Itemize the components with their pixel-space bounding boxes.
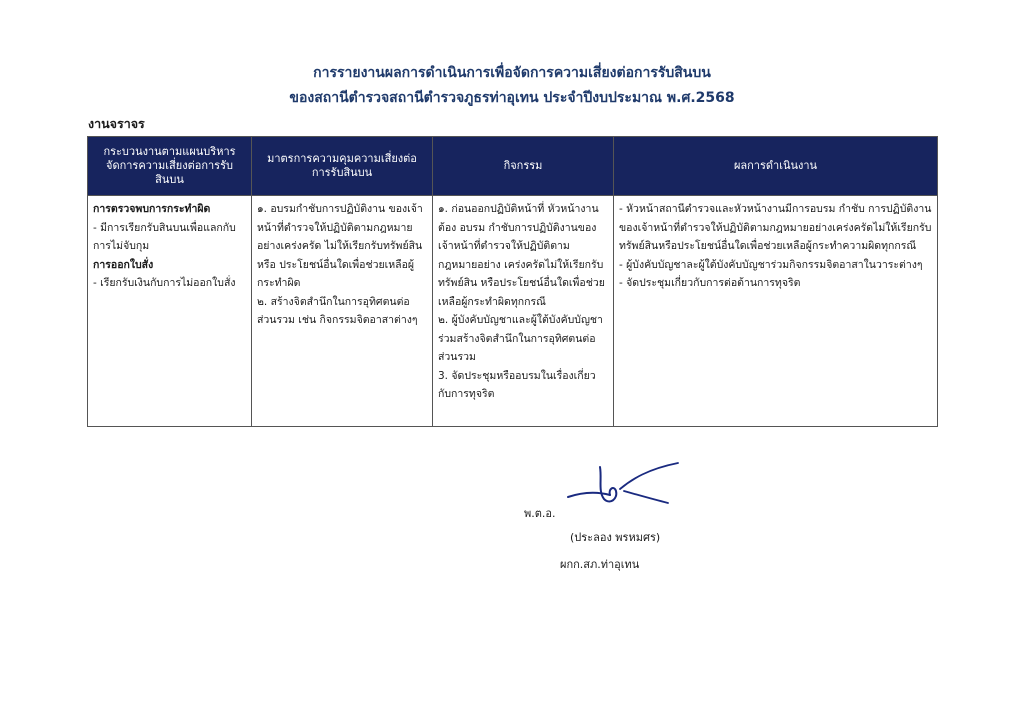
- column-header-results: ผลการดำเนินงาน: [614, 137, 938, 196]
- activity-item: ๑. ก่อนออกปฏิบัติหน้าที่ หัวหน้างานต้อง อบรม กำชับการปฏิบัติงานของเจ้าหน้าที่ตำรวจให้ปฏิบัติตามกฎหมายอย่าง เคร่งครัดไม่ให้เรียกรับทรัพย์สิน หรือประโยชน์อื่นใดเพื่อช่วยเหลือผู้กระทำผิดทุกกรณี: [438, 203, 605, 308]
- column-header-process: กระบวนงานตามแผนบริหารจัดการความเสี่ยงต่อการรับสินบน: [88, 137, 252, 196]
- table-header-row: [88, 137, 938, 196]
- report-title-line1: การรายงานผลการดำเนินการเพื่อจัดการความเสี่ยงต่อการรับสินบน: [313, 65, 711, 81]
- cell-measures: [252, 196, 433, 427]
- section-label: งานจราจร: [88, 116, 145, 131]
- result-item: - จัดประชุมเกี่ยวกับการต่อต้านการทุจริต: [619, 277, 801, 289]
- cell-activities: [433, 196, 614, 427]
- process-item: - มีการเรียกรับสินบนเพื่อแลกกับการไม่จับกุม: [93, 221, 236, 252]
- measure-item: ๒. สร้างจิตสำนึกในการอุทิศตนต่อส่วนรวม เช่น กิจกรรมจิตอาสาต่างๆ: [257, 295, 418, 326]
- activity-item: ๒. ผู้บังคับบัญชาและผู้ใต้บังคับบัญชาร่วมสร้างจิตสำนึกในการอุทิศตนต่อส่วนรวม: [438, 314, 603, 363]
- cell-results: [614, 196, 938, 427]
- report-table: [87, 136, 938, 427]
- signature-name: (ประลอง พรหมศร): [570, 531, 661, 544]
- process-heading-ticket: การออกใบสั่ง: [93, 258, 154, 271]
- report-title-line2: ของสถานีตำรวจสถานีตำรวจภูธรท่าอุเทน ประจำปีงบประมาณ พ.ศ.2568: [289, 90, 735, 106]
- activity-item: 3. จัดประชุมหรืออบรมในเรื่องเกี่ยวกับการทุจริต: [438, 369, 596, 400]
- cell-process: [88, 196, 252, 427]
- column-header-activities: กิจกรรม: [433, 137, 614, 196]
- column-header-measures: มาตรการความคุมความเสี่ยงต่อการรับสินบน: [252, 137, 433, 196]
- process-item: - เรียกรับเงินกับการไม่ออกใบสั่ง: [93, 277, 236, 289]
- signature-position: ผกก.สภ.ท่าอุเทน: [560, 558, 640, 571]
- result-item: - หัวหน้าสถานีตำรวจและหัวหน้างานมีการอบรม กำชับ การปฏิบัติงานของเจ้าหน้าที่ตำรวจให้ปฏิบัติตามกฎหมายอย่างเคร่งครัดไม่ให้เรียกรับทรัพย์สินหรือประโยชน์อื่นใดเพื่อช่วยเหลือผู้กระทำความผิดทุกกรณี: [619, 203, 932, 252]
- measure-item: ๑. อบรมกำชับการปฏิบัติงาน ของเจ้าหน้าที่ตำรวจให้ปฏิบัติตามกฎหมายอย่างเคร่งครัด ไม่ให้เรียกรับทรัพย์สินหรือ ประโยชน์อื่นใดเพื่อช่วยเหลือผู้กระทำผิด: [257, 203, 423, 289]
- result-item: - ผู้บังคับบัญชาละผู้ใต้บังคับบัญชาร่วมกิจกรรมจิตอาสาในวาระต่างๆ: [619, 258, 923, 271]
- signature-rank: พ.ต.อ.: [524, 507, 556, 520]
- process-heading-offense: การตรวจพบการกระทำผิด: [93, 203, 211, 215]
- table-row: [88, 196, 938, 427]
